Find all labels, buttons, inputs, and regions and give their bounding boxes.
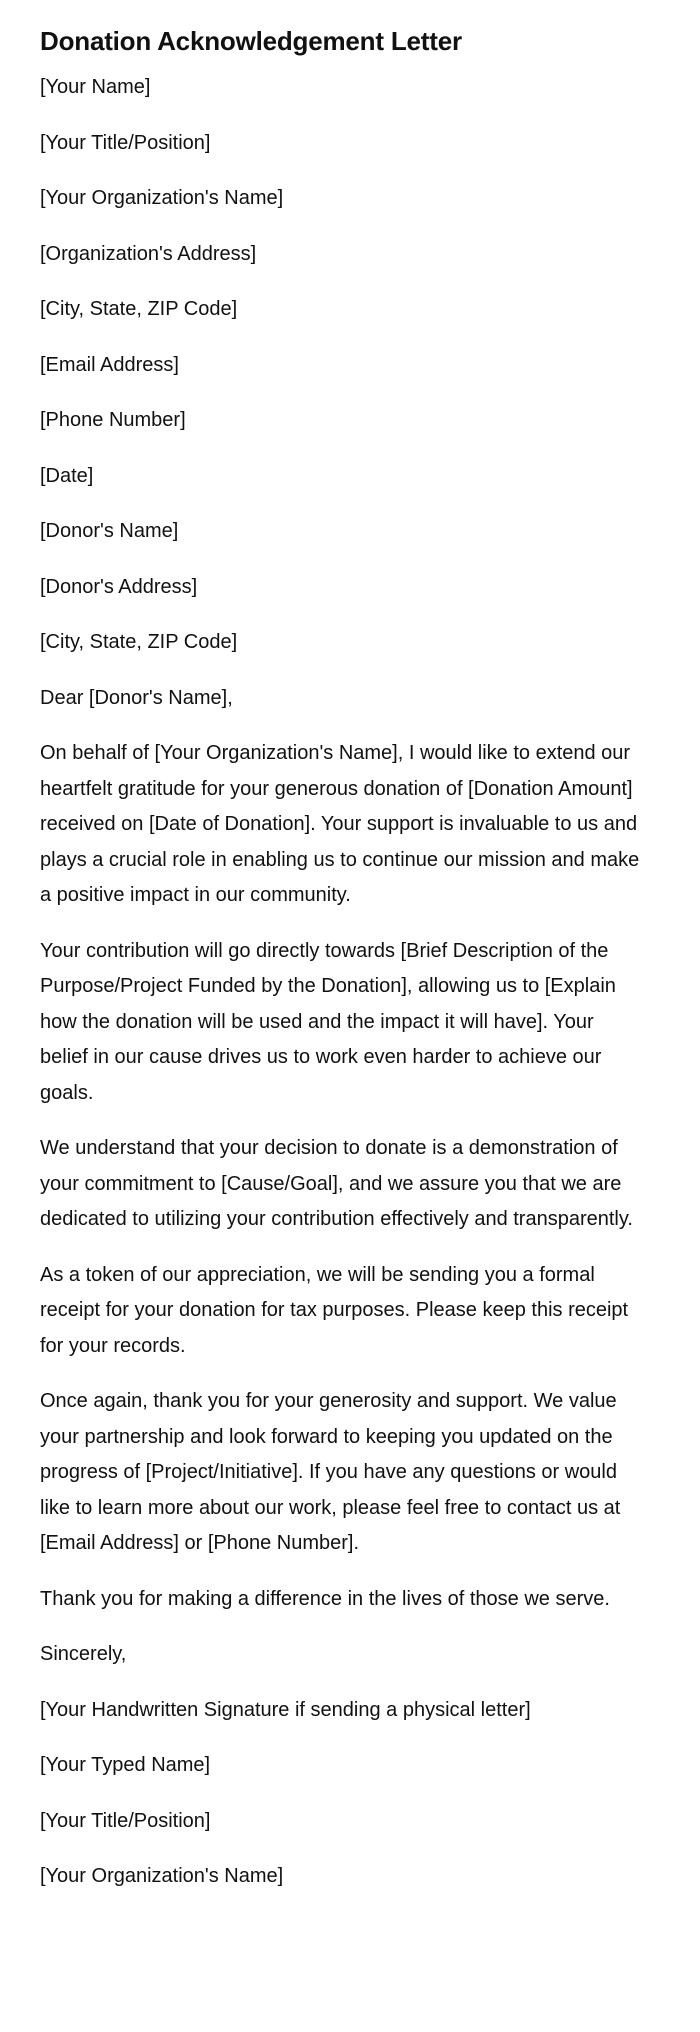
body-paragraph: Thank you for making a difference in the lives of those we serve. — [40, 1587, 610, 1610]
typed-name: [Your Typed Name] — [40, 1754, 211, 1776]
sender-phone: [Phone Number] — [40, 409, 186, 431]
sender-title: [Your Title/Position] — [40, 131, 211, 154]
closing: Sincerely, — [40, 1643, 127, 1665]
recipient-address: [Donor's Address] — [40, 575, 198, 598]
sender-email: [Email Address] — [40, 353, 179, 376]
recipient-block — [40, 514, 640, 661]
salutation: Dear [Donor's Name], — [40, 686, 233, 709]
signature-block — [40, 1693, 640, 1895]
sender-name: [Your Name] — [40, 76, 151, 98]
letter-date: [Date] — [40, 464, 94, 487]
body-paragraph: We understand that your decision to donate is a demonstration of your commitment to [Cause/Goal], and we assure you that we are dedicated to utilizing your contribution effectively and transparently. — [40, 1137, 633, 1230]
document-title: Donation Acknowledgement Letter — [40, 26, 462, 56]
body-paragraph: On behalf of [Your Organization's Name], I would like to extend our heartfelt gratitude for your generous donation of [Donation Amount] received on [Date of Donation]. Your support is invaluable to us and plays a crucial role in enabling us to continue our mission and make a positive impact in our community. — [40, 742, 640, 906]
recipient-city-state-zip: [City, State, ZIP Code] — [40, 631, 238, 653]
letter-body — [40, 736, 640, 1617]
signature-title: [Your Title/Position] — [40, 1809, 211, 1832]
sender-address: [Organization's Address] — [40, 242, 257, 265]
recipient-name: [Donor's Name] — [40, 520, 179, 542]
sender-block — [40, 70, 640, 439]
sender-city-state-zip: [City, State, ZIP Code] — [40, 298, 238, 320]
signature-placeholder: [Your Handwritten Signature if sending a physical letter] — [40, 1698, 531, 1721]
letter-document — [40, 22, 640, 1915]
sender-organization: [Your Organization's Name] — [40, 187, 284, 209]
signature-organization: [Your Organization's Name] — [40, 1865, 284, 1887]
body-paragraph: As a token of our appreciation, we will be sending you a formal receipt for your donation for tax purposes. Please keep this receipt for your records. — [40, 1263, 629, 1357]
body-paragraph: Once again, thank you for your generosity and support. We value your partnership and look forward to keeping you updated on the progress of [Project/Initiative]. If you have any questions or would like to learn more about our work, please feel free to contact us at [Email Address] or [Phone Number]. — [40, 1390, 621, 1554]
body-paragraph: Your contribution will go directly towards [Brief Description of the Purpose/Project Funded by the Donation], allowing us to [Explain how the donation will be used and the impact it will have]. Your belief in our cause drives us to work even harder to achieve our goals. — [40, 939, 616, 1104]
